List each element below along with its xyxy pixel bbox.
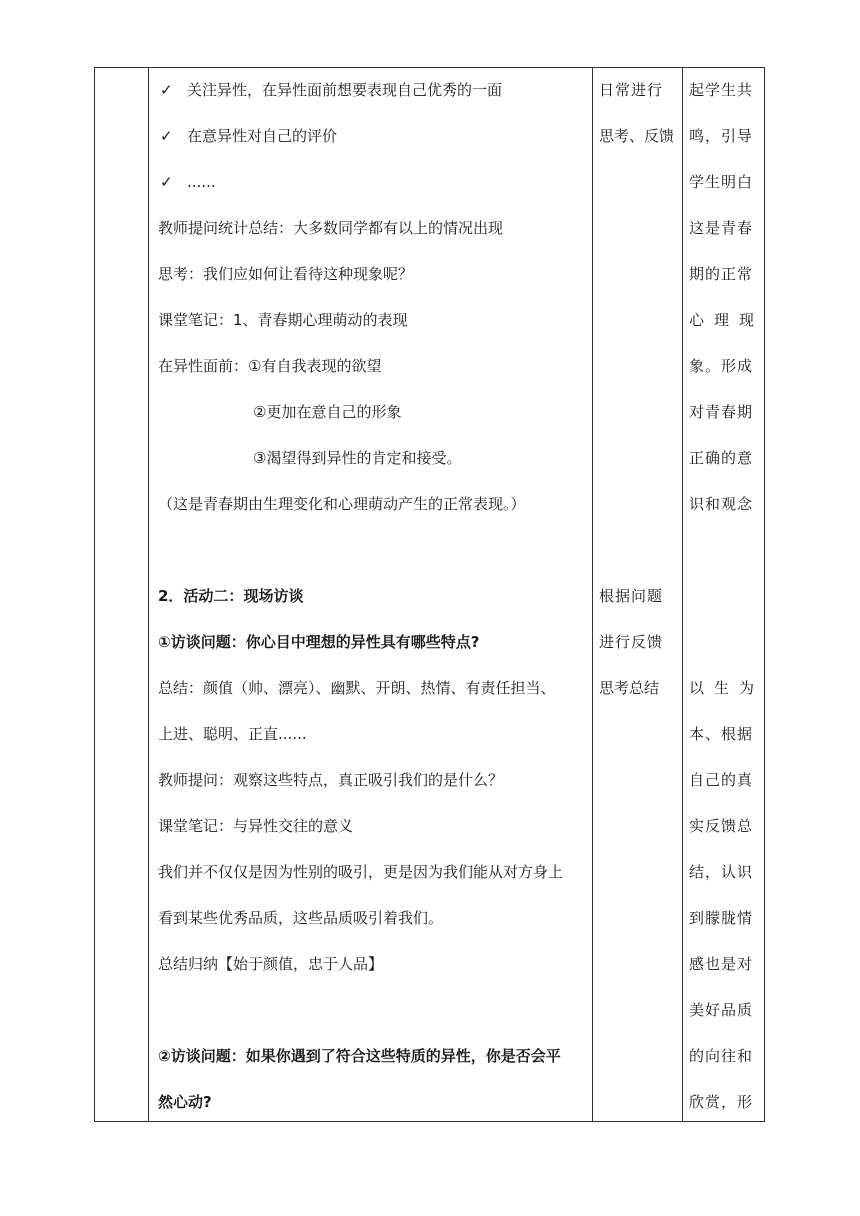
design-intent-char: 现: [738, 311, 755, 329]
teacher-stats-text: 教师提问统计总结：大多数同学都有以上的情况出现: [158, 219, 504, 237]
design-intent-text: 自己的真: [689, 771, 754, 789]
design-intent-text: 正确的意: [689, 449, 754, 467]
conclusion-text: 总结归纳【始于颜值，忠于人品】: [158, 955, 384, 973]
interview-question: ①访谈问题：你心目中理想的异性具有哪些特点?: [158, 633, 480, 651]
list-item: 在意异性对自己的评价: [187, 127, 338, 145]
point-item: ②更加在意自己的形象: [253, 403, 402, 421]
design-intent-char: 生: [713, 679, 730, 697]
meaning-text: 我们并不仅仅是因为性别的吸引，更是因为我们能从对方身上: [158, 863, 564, 881]
class-note-heading: 课堂笔记：1、青春期心理萌动的表现: [158, 311, 408, 329]
student-activity-text: 日常进行: [599, 81, 664, 99]
front-label: 在异性面前：①有自我表现的欲望: [158, 357, 382, 375]
design-intent-text: 起学生共: [689, 81, 754, 99]
design-intent-text: 结，认识: [689, 863, 754, 881]
summary-text: 上进、聪明、正直......: [158, 725, 307, 743]
design-intent-text: 这是青春: [689, 219, 754, 237]
check-icon: ✓: [160, 127, 173, 145]
summary-text: 总结：颜值（帅、漂亮）、幽默、开朗、热情、有责任担当、: [158, 679, 556, 697]
class-note-heading: 课堂笔记：与异性交往的意义: [158, 817, 354, 835]
design-intent-text: 到朦胧情: [689, 909, 754, 927]
student-activity-text: 思考、反馈: [599, 127, 675, 145]
design-intent-text: 的向往和: [689, 1047, 754, 1065]
design-intent-text: 感也是对: [689, 955, 754, 973]
design-intent-text: [689, 310, 755, 330]
point-item: ③渴望得到异性的肯定和接受。: [253, 449, 462, 467]
interview-question: ②访谈问题：如果你遇到了符合这些特质的异性，你是否会平: [158, 1047, 561, 1065]
check-icon: ✓: [160, 173, 173, 191]
interview-question: 然心动?: [158, 1093, 212, 1111]
design-intent-char: 心: [689, 311, 706, 329]
design-intent-text: 象。形成: [689, 357, 754, 375]
teacher-question-text: 教师提问：观察这些特点，真正吸引我们的是什么？: [158, 771, 504, 789]
student-activity-text: 根据问题: [599, 587, 664, 605]
design-intent-text: 期的正常: [689, 265, 754, 283]
design-intent-text: 识和观念: [689, 495, 754, 513]
design-intent-text: [689, 678, 755, 698]
note-paren-text: （这是青春期由生理变化和心理萌动产生的正常表现。）: [158, 495, 526, 513]
list-item: 关注异性，在异性面前想要表现自己优秀的一面: [187, 81, 503, 99]
think-text: 思考：我们应如何让看待这种现象呢？: [158, 265, 414, 283]
design-intent-char: 理: [713, 311, 730, 329]
column-divider: [148, 67, 149, 1122]
design-intent-text: 实反馈总: [689, 817, 754, 835]
student-activity-text: 思考总结: [599, 679, 660, 697]
design-intent-text: 美好品质: [689, 1001, 754, 1019]
design-intent-text: 鸣，引导: [689, 127, 754, 145]
list-item: ......: [187, 173, 216, 191]
student-activity-text: 进行反馈: [599, 633, 664, 651]
design-intent-char: 以: [689, 679, 706, 697]
check-icon: ✓: [160, 81, 173, 99]
design-intent-text: 欣赏，形: [689, 1093, 754, 1111]
column-divider: [592, 67, 593, 1122]
design-intent-text: 对青春期: [689, 403, 754, 421]
activity-heading: 2．活动二：现场访谈: [158, 587, 304, 605]
design-intent-char: 为: [738, 679, 755, 697]
design-intent-text: 本、根据: [689, 725, 754, 743]
column-divider: [682, 67, 683, 1122]
meaning-text: 看到某些优秀品质，这些品质吸引着我们。: [158, 909, 444, 927]
design-intent-text: 学生明白: [689, 173, 754, 191]
